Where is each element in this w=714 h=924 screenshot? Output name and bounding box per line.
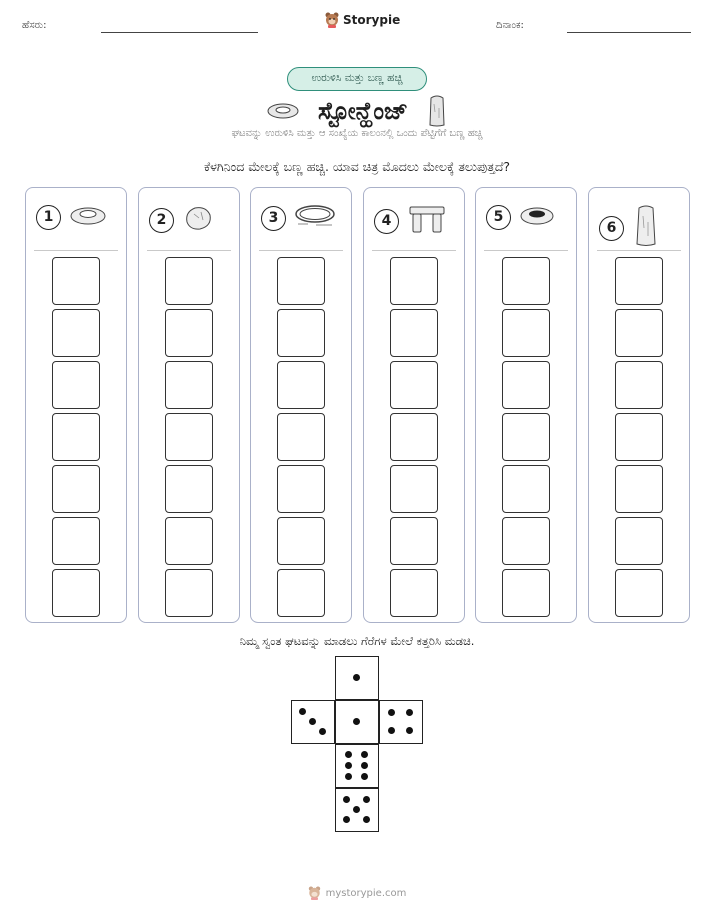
color-box[interactable] — [277, 413, 325, 461]
column-number: 5 — [486, 205, 511, 230]
color-box[interactable] — [502, 465, 550, 513]
dice-pip — [353, 674, 360, 681]
color-box[interactable] — [165, 257, 213, 305]
color-box[interactable] — [52, 413, 100, 461]
dice-pip — [345, 773, 352, 780]
brand-name: Storypie — [343, 13, 401, 27]
subtitle: ಘಟವನ್ನು ಉರುಳಿಸಿ ಮತ್ತು ಆ ಸಂಖ್ಯೆಯ ಕಾಲಂನಲ್ಲಿ ಒಂದು ಪೆಟ್ಟಿಗೆಗೆ ಬಣ್ಣ ಹಚ್ಚಿ — [231, 128, 483, 139]
dice-face — [335, 788, 379, 832]
color-box[interactable] — [502, 517, 550, 565]
color-box[interactable] — [165, 517, 213, 565]
column-header — [36, 204, 107, 230]
dice-pip — [388, 727, 395, 734]
column-header — [374, 204, 447, 238]
color-box[interactable] — [390, 517, 438, 565]
dice-pip — [361, 751, 368, 758]
name-line[interactable] — [101, 32, 258, 33]
color-box[interactable] — [277, 569, 325, 617]
color-box[interactable] — [277, 465, 325, 513]
color-box[interactable] — [52, 361, 100, 409]
dice-pip — [309, 718, 316, 725]
rock-icon — [182, 204, 214, 236]
dice-pip — [343, 796, 350, 803]
column-number: 3 — [261, 206, 286, 231]
color-box[interactable] — [277, 257, 325, 305]
column-divider — [597, 250, 681, 251]
column-number: 1 — [36, 205, 61, 230]
color-box[interactable] — [615, 569, 663, 617]
color-box[interactable] — [277, 309, 325, 357]
color-box[interactable] — [615, 257, 663, 305]
column-2 — [138, 187, 240, 623]
dice-pip — [361, 773, 368, 780]
hollow-stone-icon — [519, 204, 555, 230]
color-box[interactable] — [165, 569, 213, 617]
column-number: 4 — [374, 209, 399, 234]
color-box[interactable] — [502, 361, 550, 409]
column-number: 2 — [149, 208, 174, 233]
dice-face — [379, 700, 423, 744]
color-box[interactable] — [277, 517, 325, 565]
dice-pip — [353, 718, 360, 725]
date-label: ದಿನಾಂಕ: — [496, 20, 524, 31]
page-title: ಸ್ಟೋನ್ಹೆಂಜ್ — [318, 97, 408, 125]
color-box[interactable] — [165, 361, 213, 409]
dice-pip — [345, 762, 352, 769]
color-box[interactable] — [165, 413, 213, 461]
color-box[interactable] — [165, 309, 213, 357]
title-row — [0, 94, 714, 128]
column-header — [599, 204, 660, 252]
column-4 — [363, 187, 465, 623]
color-box[interactable] — [165, 465, 213, 513]
color-box[interactable] — [52, 257, 100, 305]
trilithon-icon — [407, 204, 447, 238]
column-divider — [259, 250, 343, 251]
dice-pip — [299, 708, 306, 715]
standing-stone-icon — [632, 204, 660, 252]
stone-ring-icon — [69, 204, 107, 230]
color-box[interactable] — [502, 257, 550, 305]
question: ಕೆಳಗಿನಿಂದ ಮೇಲಕ್ಕೆ ಬಣ್ಣ ಹಚ್ಚಿ. ಯಾವ ಚಿತ್ರ ಮೊದಲು ಮೇಲಕ್ಕೆ ತಲುಪುತ್ತದೆ? — [203, 159, 511, 174]
stone-ring-icon — [266, 101, 300, 121]
column-divider — [484, 250, 568, 251]
color-box[interactable] — [390, 257, 438, 305]
color-box[interactable] — [390, 361, 438, 409]
color-box[interactable] — [52, 517, 100, 565]
dice-pip — [353, 806, 360, 813]
name-label: ಹೆಸರು: — [22, 20, 47, 31]
dice-face — [335, 700, 379, 744]
dice-face — [335, 656, 379, 700]
color-box[interactable] — [615, 361, 663, 409]
column-1 — [25, 187, 127, 623]
color-box[interactable] — [390, 569, 438, 617]
column-5 — [475, 187, 577, 623]
dice-pip — [363, 796, 370, 803]
color-box[interactable] — [615, 309, 663, 357]
color-box[interactable] — [502, 569, 550, 617]
color-box[interactable] — [390, 465, 438, 513]
standing-stone-icon — [426, 94, 448, 128]
column-header — [486, 204, 555, 230]
color-box[interactable] — [390, 413, 438, 461]
dice-pip — [406, 709, 413, 716]
column-header — [261, 204, 336, 232]
dice-pip — [406, 727, 413, 734]
color-box[interactable] — [615, 517, 663, 565]
dice-pip — [319, 728, 326, 735]
brand-logo — [325, 12, 400, 28]
column-6 — [588, 187, 690, 623]
activity-tag: ಉರುಳಿಸಿ ಮತ್ತು ಬಣ್ಣ ಹಚ್ಚಿ — [287, 67, 427, 91]
dice-pip — [343, 816, 350, 823]
dice-pip — [388, 709, 395, 716]
footer-url: mystorypie.com — [325, 887, 407, 899]
color-box[interactable] — [52, 465, 100, 513]
column-divider — [147, 250, 231, 251]
storypie-mascot-icon — [325, 12, 339, 28]
color-box[interactable] — [52, 569, 100, 617]
column-3 — [250, 187, 352, 623]
color-box[interactable] — [390, 309, 438, 357]
date-line[interactable] — [567, 32, 691, 33]
color-box[interactable] — [52, 309, 100, 357]
dice-instruction: ನಿಮ್ಮ ಸ್ವಂತ ಘಟವನ್ನು ಮಾಡಲು ಗೆರೆಗಳ ಮೇಲೆ ಕತ್ತರಿಸಿ ಮಡಚಿ. — [239, 634, 475, 648]
storypie-mascot-icon — [308, 886, 321, 900]
color-box[interactable] — [615, 465, 663, 513]
color-box[interactable] — [502, 309, 550, 357]
footer — [0, 886, 714, 900]
dice-pip — [363, 816, 370, 823]
dice-face — [335, 744, 379, 788]
column-divider — [372, 250, 456, 251]
color-box[interactable] — [502, 413, 550, 461]
dice-pip — [361, 762, 368, 769]
column-number: 6 — [599, 216, 624, 241]
column-divider — [34, 250, 118, 251]
color-box[interactable] — [615, 413, 663, 461]
color-box[interactable] — [277, 361, 325, 409]
dice-pip — [345, 751, 352, 758]
stone-circle-icon — [294, 204, 336, 232]
column-header — [149, 204, 214, 236]
dice-face — [291, 700, 335, 744]
